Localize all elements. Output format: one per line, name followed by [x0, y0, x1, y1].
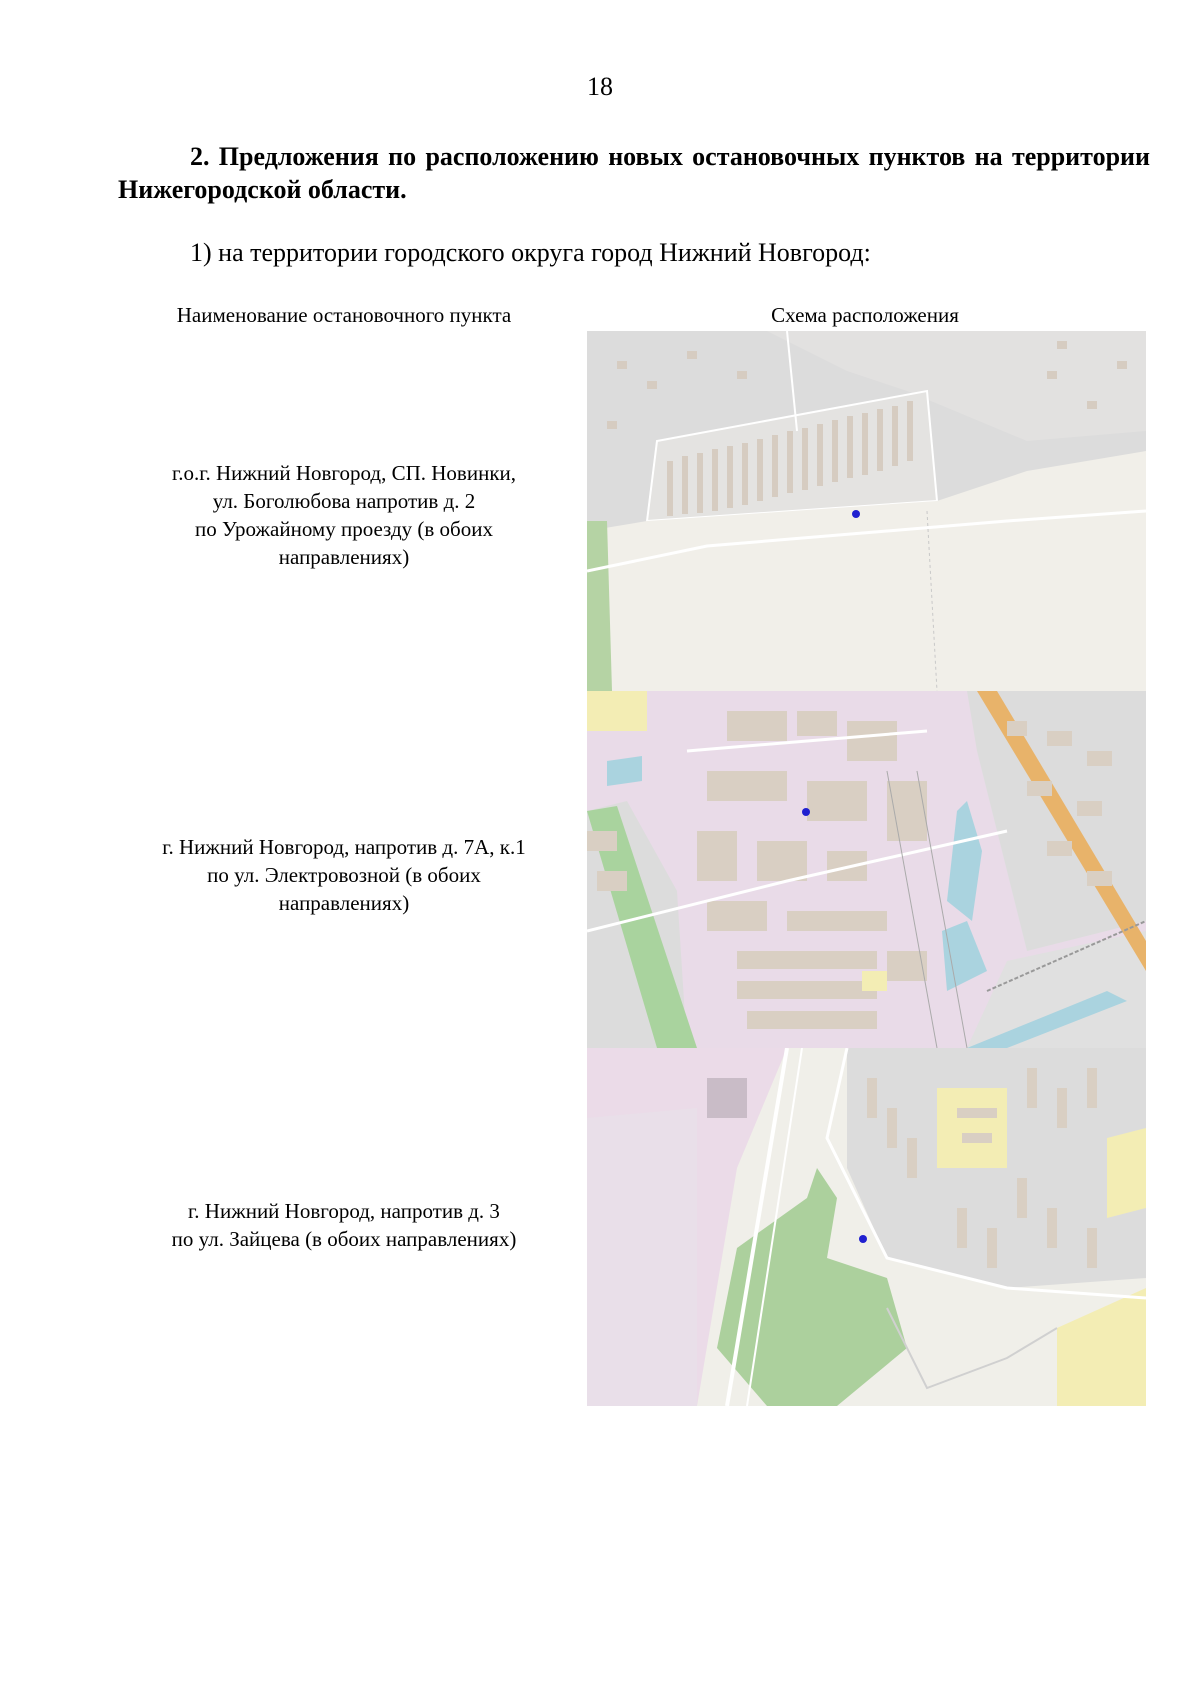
stop-name-line: г.о.г. Нижний Новгород, СП. Новинки,	[171, 461, 517, 485]
subsection-heading: 1) на территории городского округа город Нижний Новгород:	[190, 238, 871, 267]
stop-name-elektrovoznaya	[118, 833, 570, 917]
location-map-elektrovoznaya	[587, 691, 1146, 1048]
column-header-scheme: Схема расположения	[771, 303, 959, 327]
stop-name-line: направлениях)	[278, 891, 410, 915]
stop-marker	[859, 1235, 867, 1243]
stop-name-line: ул. Боголюбова напротив д. 2	[212, 489, 476, 513]
stop-marker	[802, 808, 810, 816]
section-heading: 2. Предложения по расположению новых остановочных пунктов на территории Нижегородской области.	[118, 142, 1150, 204]
column-header-stop-name: Наименование остановочного пункта	[176, 303, 512, 327]
stop-name-zaytseva	[118, 1197, 570, 1253]
stop-name-line: направлениях)	[278, 545, 410, 569]
page-number: 18	[587, 72, 613, 101]
location-map-novinki	[587, 331, 1146, 691]
stop-name-novinki	[118, 459, 570, 571]
stop-name-line: г. Нижний Новгород, напротив д. 7А, к.1	[162, 835, 526, 859]
stop-name-line: г. Нижний Новгород, напротив д. 3	[188, 1199, 500, 1223]
location-map-zaytseva	[587, 1048, 1146, 1406]
stop-marker	[852, 510, 860, 518]
stop-name-line: по ул. Электровозной (в обоих	[207, 863, 481, 887]
stop-name-line: по Урожайному проезду (в обоих	[195, 517, 493, 541]
stop-name-line: по ул. Зайцева (в обоих направлениях)	[171, 1227, 517, 1251]
